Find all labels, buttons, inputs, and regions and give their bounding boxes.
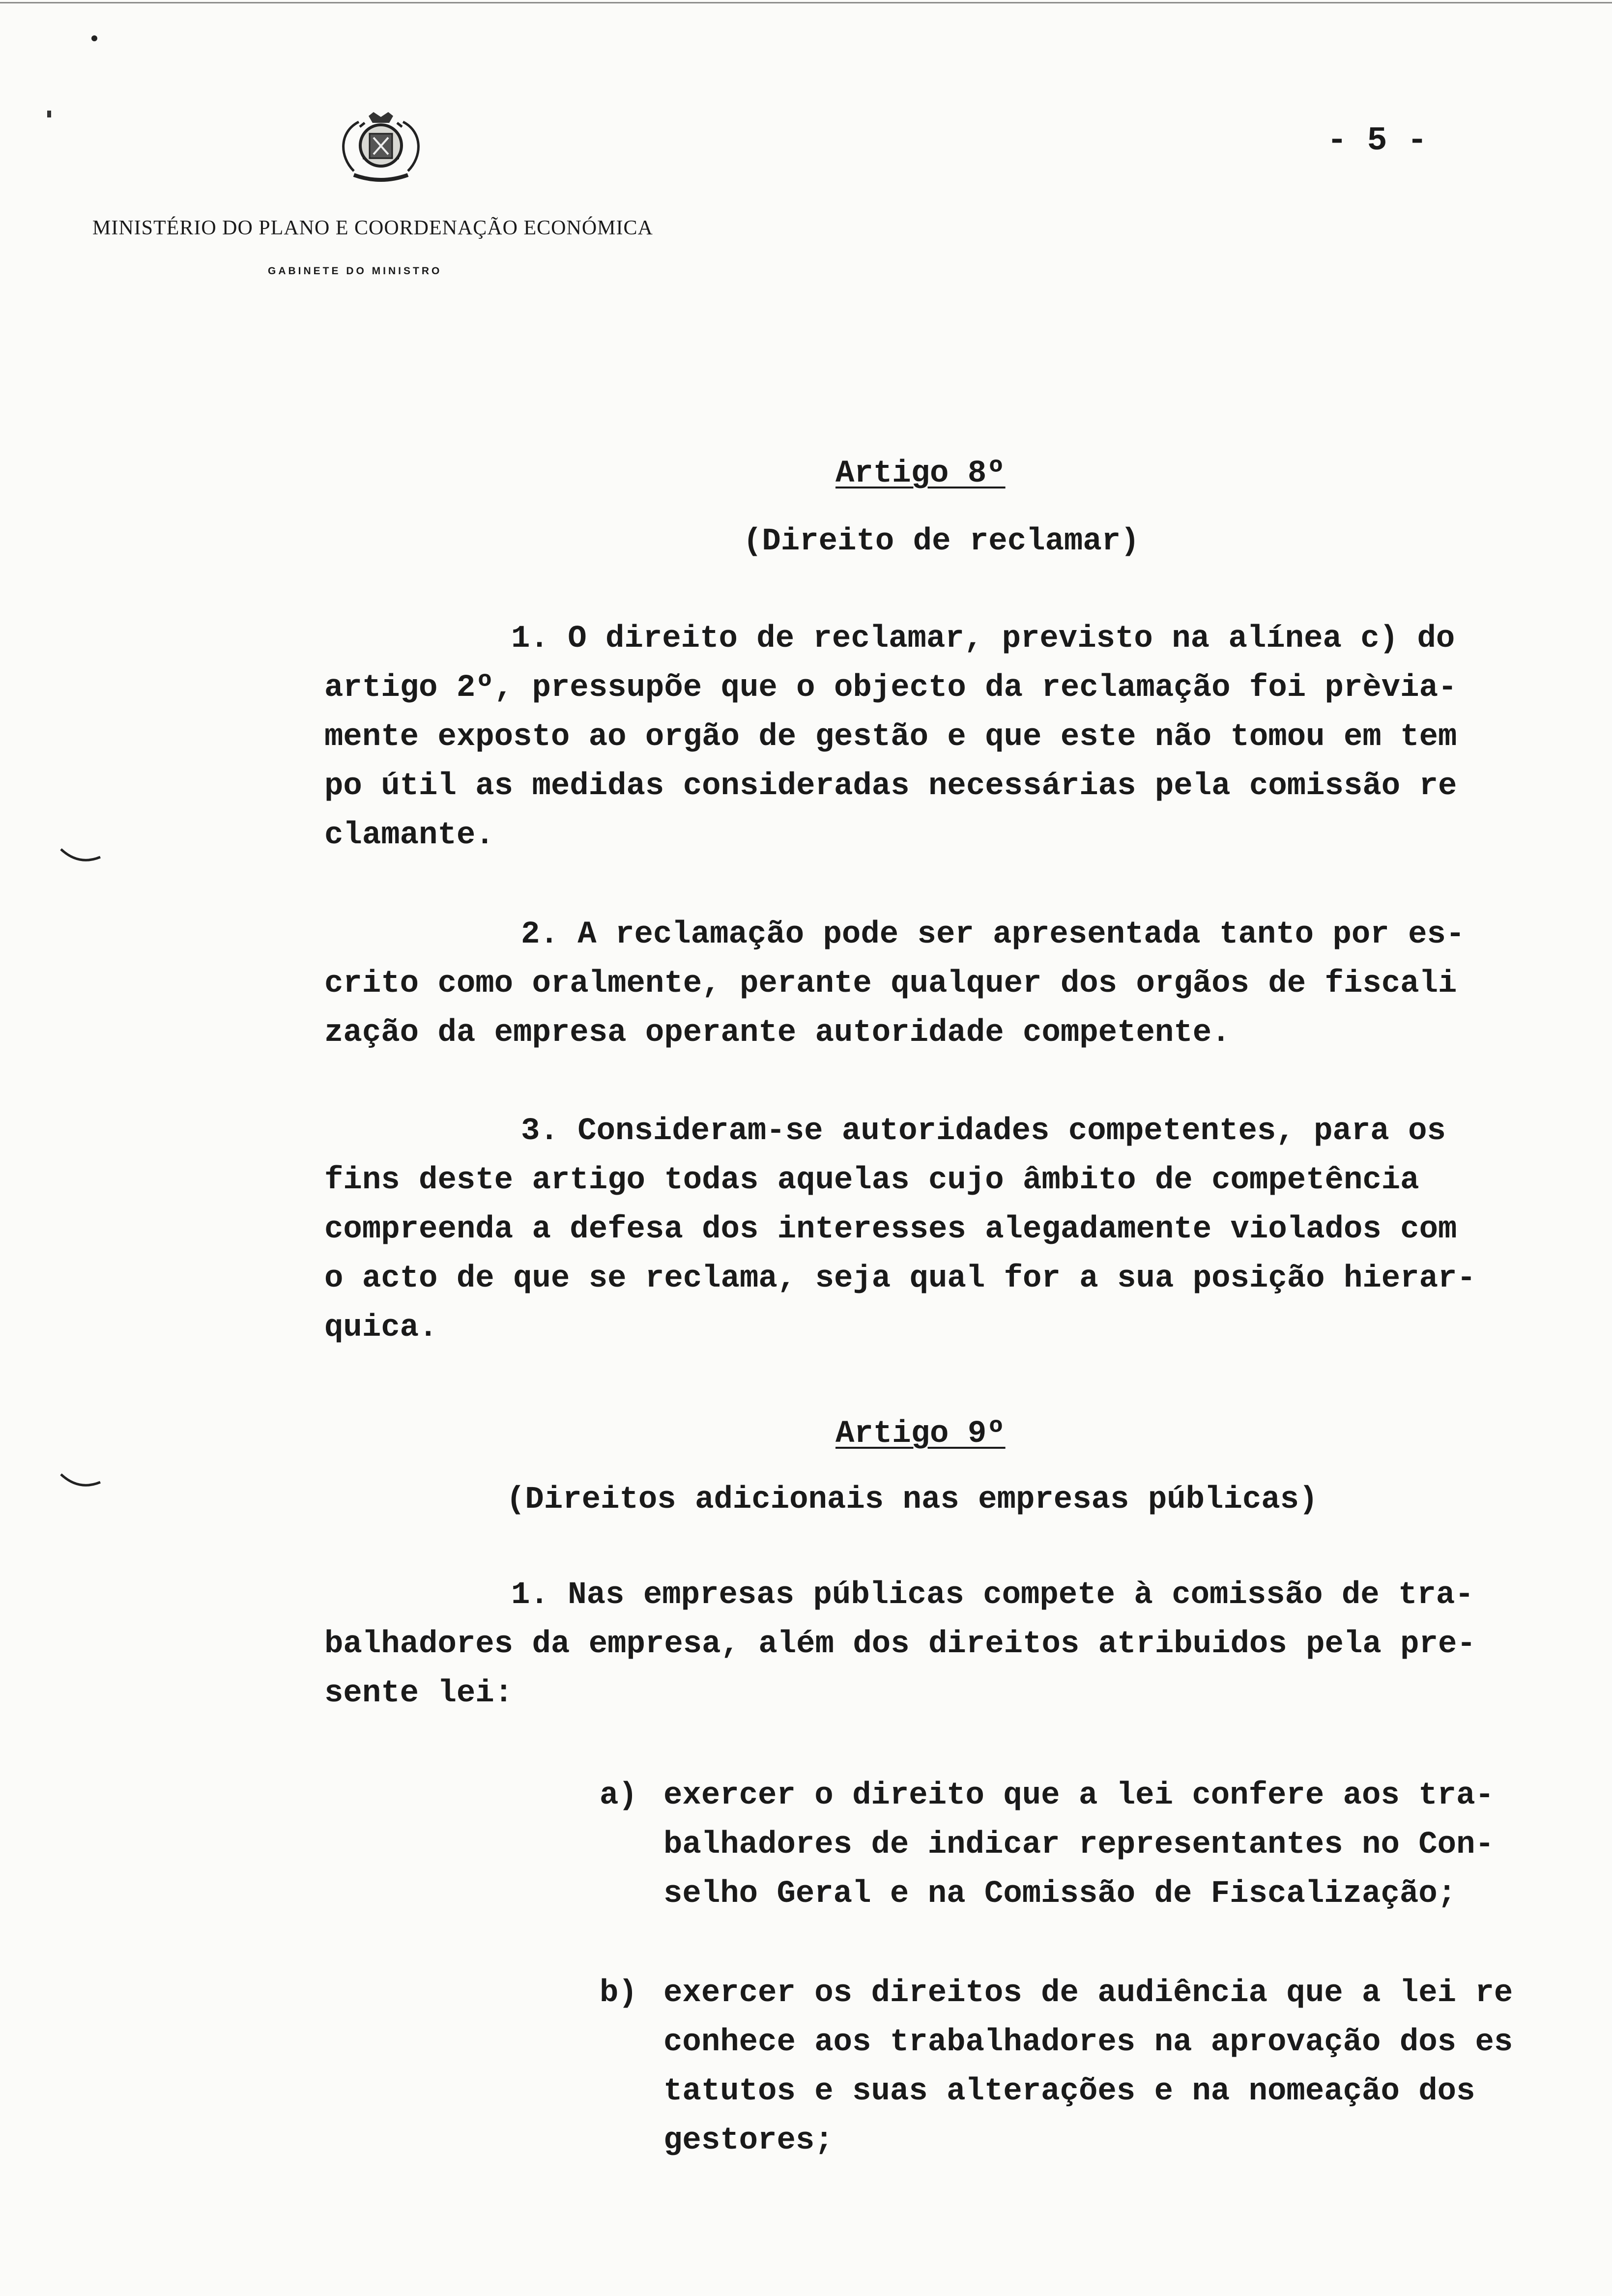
article-8-p3-line: 3. Consideram-se autoridades competentes, para os [521, 1114, 1446, 1149]
article-8-p1-line: po útil as medidas consideradas necessárias pela comissão re [324, 769, 1457, 804]
item-a-marker: a) [600, 1778, 637, 1813]
article-8-p3-line: fins deste artigo todas aquelas cujo âmbito de competência [324, 1163, 1419, 1198]
article-8-p1-line: mente exposto ao orgão de gestão e que este não tomou em tem [324, 719, 1457, 755]
item-a-line: balhadores de indicar representantes no Con- [663, 1827, 1494, 1863]
article-8-p3-line: o acto de que se reclama, seja qual for a sua posição hierar- [324, 1261, 1476, 1296]
article-8-p3-line: quica. [324, 1310, 438, 1346]
article-8-p1-line: 1. O direito de reclamar, previsto na alínea c) do [511, 621, 1455, 657]
cabinet-label: GABINETE DO MINISTRO [268, 265, 442, 277]
item-a-line: selho Geral e na Comissão de Fiscalização; [663, 1876, 1457, 1912]
article-9-p1-line: 1. Nas empresas públicas compete à comissão de tra- [511, 1578, 1474, 1613]
page-number: - 5 - [1327, 122, 1428, 160]
article-8-p2-line: crito como oralmente, perante qualquer dos orgãos de fiscali [324, 966, 1457, 1002]
article-9-title: Artigo 9º [835, 1416, 1006, 1452]
item-b-line: conhece aos trabalhadores na aprovação dos es [663, 2025, 1513, 2060]
item-b-line: gestores; [663, 2123, 834, 2158]
article-9-p1-line: sente lei: [324, 1676, 514, 1711]
scan-speck [91, 35, 97, 41]
item-b-marker: b) [600, 1976, 637, 2011]
scan-speck [47, 111, 51, 117]
article-9-p1-line: balhadores da empresa, além dos direitos atribuidos pela pre- [324, 1627, 1476, 1662]
ministry-name: MINISTÉRIO DO PLANO E COORDENAÇÃO ECONÓMICA [92, 217, 653, 239]
item-b-line: exercer os direitos de audiência que a lei re [663, 1976, 1513, 2011]
article-9-subtitle: (Direitos adicionais nas empresas públicas) [506, 1482, 1318, 1518]
article-8-p2-line: zação da empresa operante autoridade competente. [324, 1015, 1231, 1051]
margin-hole-mark [59, 846, 103, 871]
article-8-p1-line: clamante. [324, 818, 494, 853]
item-b-line: tatutos e suas alterações e na nomeação dos [663, 2074, 1475, 2109]
scan-top-edge [0, 2, 1612, 3]
article-8-subtitle: (Direito de reclamar) [743, 524, 1140, 559]
margin-hole-mark [59, 1471, 103, 1496]
article-8-p3-line: compreenda a defesa dos interesses alegadamente violados com [324, 1212, 1457, 1247]
coat-of-arms-icon [334, 112, 428, 186]
item-a-line: exercer o direito que a lei confere aos tra- [663, 1778, 1494, 1813]
article-8-p2-line: 2. A reclamação pode ser apresentada tanto por es- [521, 917, 1465, 952]
article-8-p1-line: artigo 2º, pressupõe que o objecto da reclamação foi prèvia- [324, 670, 1457, 706]
article-8-title: Artigo 8º [835, 456, 1006, 491]
